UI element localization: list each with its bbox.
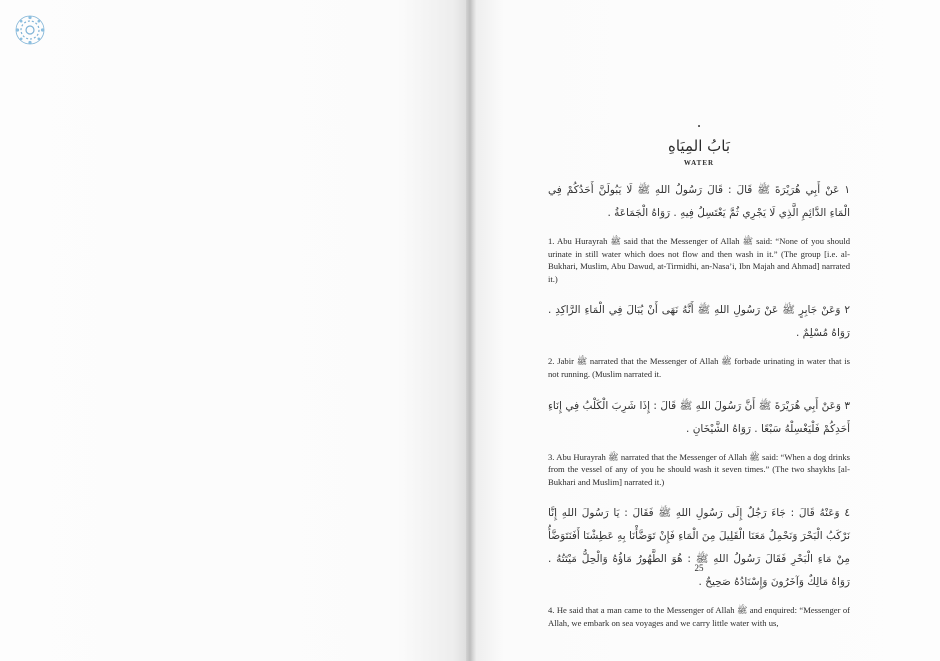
hadith-3-arabic: ٣ وَعَنْ أَبِي هُرَيْرَةَ ﷺ أَنَّ رَسُولَ اللهِ ﷺ قَالَ : إِذَا شَرِبَ الْكَلْبُ فِي إِنَاءِ أَحَدِكُمْ فَلْيَغْسِلْهُ سَبْعًا . رَوَاهُ الشَّيْخَانِ . bbox=[548, 399, 850, 435]
logo-icon bbox=[14, 14, 46, 46]
page-number: 25 bbox=[694, 563, 704, 573]
book-gutter bbox=[466, 0, 476, 661]
hadith-3-english: 3. Abu Hurayrah ﷺ narrated that the Messenger of Allah ﷺ said: “When a dog drinks from the vessel of any of you he should wash it seven times.” (The two shaykhs [al-Bukhari and Muslim] narrated it.) bbox=[548, 451, 851, 487]
hadith-2-english: 2. Jabir ﷺ narrated that the Messenger of Allah ﷺ forbade urinating in water that is not running. (Muslim narrated it. bbox=[548, 356, 850, 379]
hadith-1-arabic: ١ عَنْ أَبِي هُرَيْرَةَ ﷺ قَالَ : قَالَ رَسُولُ اللهِ ﷺ لَا يَبُولَنَّ أَحَدُكُمْ فِي الْمَاءِ الدَّائِمِ الَّذِي لَا يَجْرِي ثُمَّ يَغْتَسِلُ فِيهِ . رَوَاهُ الْجَمَاعَةُ . bbox=[548, 184, 850, 219]
hadith-1-english: 1. Abu Hurayrah ﷺ said that the Messenger of Allah ﷺ said: “None of you should urinate in still water which does not flow and then wash in it.” (The group [i.e. al-Bukhari, Muslim, Abu Dawud, at-Tirmidhi, an-Nasa’i, Ibn Majah and Ahmad] narrated it.) bbox=[548, 236, 851, 284]
hadith-2-arabic: ٢ وَعَنْ جَابِرٍ ﷺ عَنْ رَسُولِ اللهِ ﷺ أَنَّهُ نَهَى أَنْ يُبَالَ فِي الْمَاءِ الرَّاكِدِ . رَوَاهُ مُسْلِمٌ . bbox=[548, 304, 850, 340]
chapter-title-arabic: بَابُ المِيَاهِ bbox=[668, 137, 730, 155]
chapter-marker: • bbox=[697, 122, 701, 131]
hadith-4-english: 4. He said that a man came to the Messenger of Allah ﷺ and enquired: “Messenger of Allah, we embark on sea voyages and we carry little water with us, bbox=[548, 605, 850, 628]
left-page bbox=[0, 0, 468, 661]
chapter-title-english: WATER bbox=[683, 159, 715, 167]
hadith-4-arabic: ٤ وَعَنْهُ قَالَ : جَاءَ رَجُلٌ إِلَى رَسُولِ اللهِ ﷺ فَقَالَ : يَا رَسُولَ اللهِ إِنَّا نَرْكَبُ الْبَحْرَ وَنَحْمِلُ مَعَنَا الْقَلِيلَ مِنَ الْمَاءِ فَإِنْ تَوَضَّأْنَا بِهِ عَطِشْنَا أَفَنَتَوَضَّأُ مِنْ مَاءِ الْبَحْرِ فَقَالَ رَسُولُ اللهِ ﷺ : هُوَ الطَّهُورُ مَاؤُهُ وَالْحِلُّ مَيْتَتُهُ . رَوَاهُ مَالِكٌ وَآخَرُونَ وَإِسْنَادُهُ صَحِيحٌ . bbox=[548, 507, 850, 589]
